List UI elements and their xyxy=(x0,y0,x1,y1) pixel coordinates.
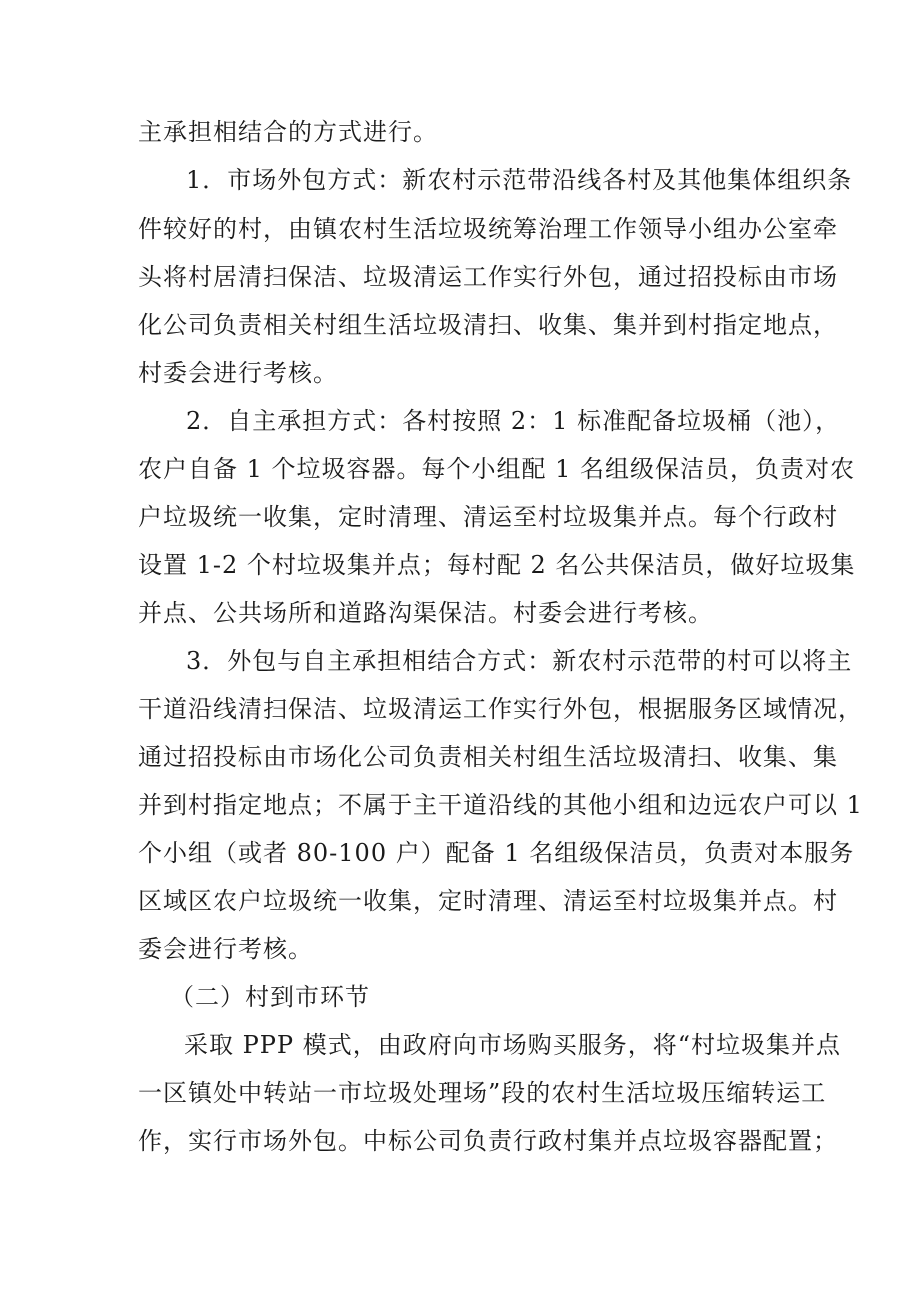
text-line xyxy=(0,349,920,397)
line-text: 头将村居清扫保洁、垃圾清运工作实行外包，通过招投标由市场 xyxy=(138,263,838,291)
text-line xyxy=(0,1069,920,1117)
text-line xyxy=(0,205,920,253)
line-text: 区域区农户垃圾统一收集，定时清理、清运至村垃圾集并点。村 xyxy=(138,887,838,915)
text-line xyxy=(0,493,920,541)
line-text: 采取 PPP 模式，由政府向市场购买服务，将“村垃圾集并点 xyxy=(184,1031,841,1059)
line-text: 主承担相结合的方式进行。 xyxy=(138,118,438,146)
line-text: 化公司负责相关村组生活垃圾清扫、收集、集并到村指定地点， xyxy=(138,311,838,339)
text-line xyxy=(0,781,920,829)
line-text: 1．市场外包方式：新农村示范带沿线各村及其他集体组织条 xyxy=(186,166,853,194)
line-text: 户垃圾统一收集，定时清理、清运至村垃圾集并点。每个行政村 xyxy=(138,503,838,531)
line-text: 设置 1-2 个村垃圾集并点；每村配 2 名公共保洁员，做好垃圾集 xyxy=(138,551,856,579)
line-text: 并到村指定地点；不属于主干道沿线的其他小组和边远农户可以 1 xyxy=(138,791,863,819)
line-text: 村委会进行考核。 xyxy=(138,359,338,387)
line-text: 干道沿线清扫保洁、垃圾清运工作实行外包，根据服务区域情况， xyxy=(138,695,863,723)
line-text: 并点、公共场所和道路沟渠保洁。村委会进行考核。 xyxy=(138,599,713,627)
text-line xyxy=(0,685,920,733)
line-text: 2．自主承担方式：各村按照 2：1 标准配备垃圾桶（池）， xyxy=(186,407,841,435)
line-text: 3．外包与自主承担相结合方式：新农村示范带的村可以将主 xyxy=(186,647,853,675)
section-heading xyxy=(0,973,920,1021)
text-line xyxy=(0,301,920,349)
text-line xyxy=(0,541,920,589)
line-text: 委会进行考核。 xyxy=(138,935,313,963)
text-line xyxy=(0,156,920,204)
line-text: 件较好的村，由镇农村生活垃圾统筹治理工作领导小组办公室牵 xyxy=(138,215,838,243)
text-line xyxy=(0,829,920,877)
text-line xyxy=(0,877,920,925)
text-line xyxy=(0,253,920,301)
heading-text: （二）村到市环节 xyxy=(170,983,370,1011)
text-line xyxy=(0,108,920,156)
text-line xyxy=(0,445,920,493)
text-line xyxy=(0,397,920,445)
text-line xyxy=(0,589,920,637)
line-text: 作，实行市场外包。中标公司负责行政村集并点垃圾容器配置； xyxy=(138,1127,838,1155)
line-text: 个小组（或者 80-100 户）配备 1 名组级保洁员，负责对本服务 xyxy=(138,839,855,867)
text-line xyxy=(0,1021,920,1069)
line-text: 一区镇处中转站一市垃圾处理场”段的农村生活垃圾压缩转运工 xyxy=(138,1079,827,1107)
line-text: 通过招投标由市场化公司负责相关村组生活垃圾清扫、收集、集 xyxy=(138,743,838,771)
line-text: 农户自备 1 个垃圾容器。每个小组配 1 名组级保洁员，负责对农 xyxy=(138,455,856,483)
text-line xyxy=(0,925,920,973)
text-line xyxy=(0,733,920,781)
text-line xyxy=(0,1117,920,1165)
text-line xyxy=(0,637,920,685)
